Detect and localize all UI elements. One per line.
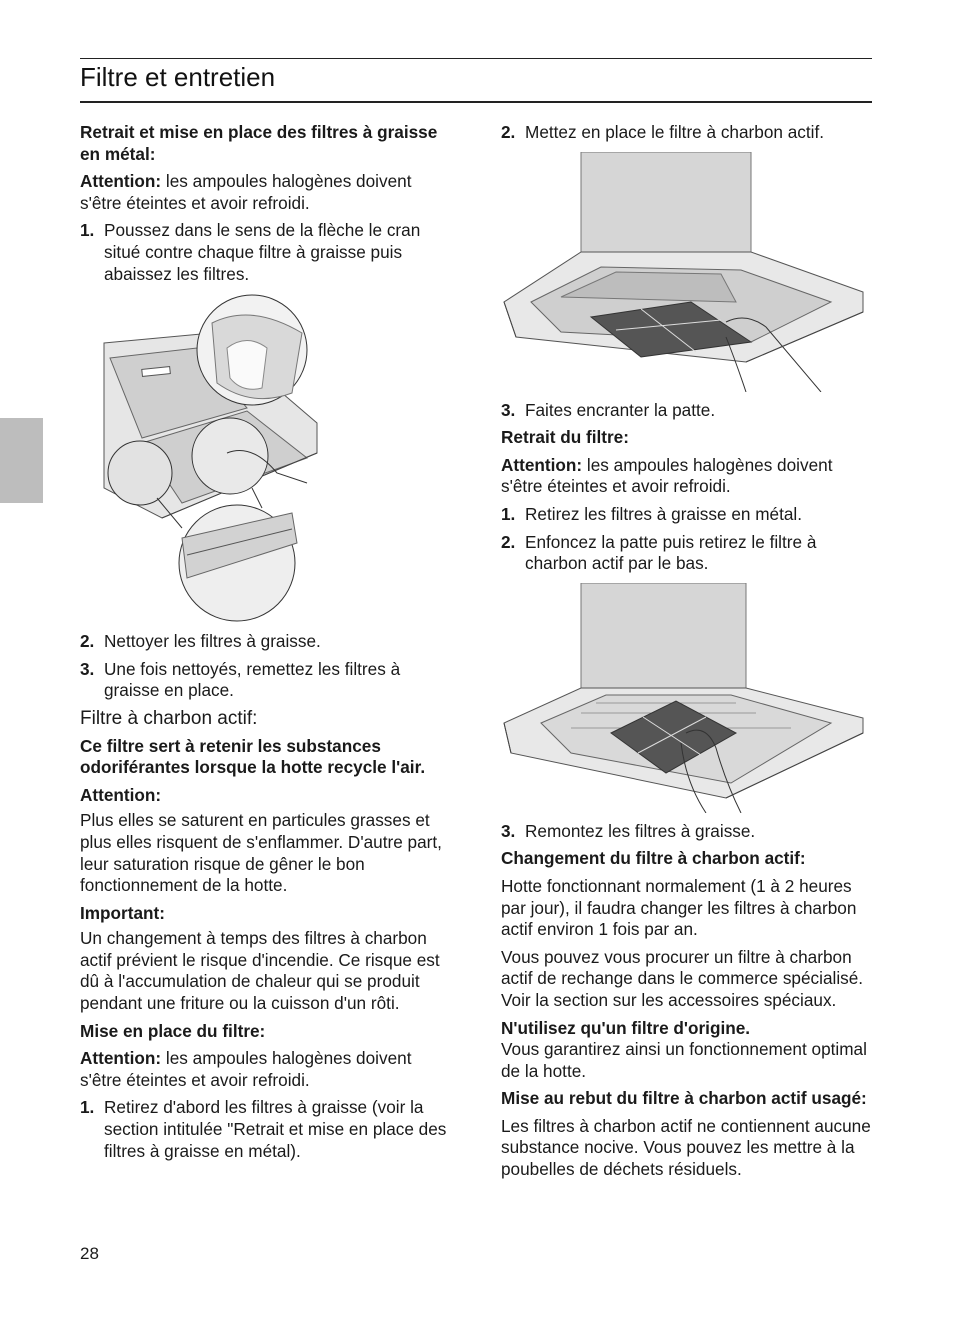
step-item: 3. Faites encranter la patte. [501, 399, 716, 420]
changement-paragraph: Vous pouvez vous procurer un filtre à charbon actif de rechange dans le commerce spécialisé. Voir la section sur les accessoires spéciaux. [501, 946, 864, 1010]
attention-note: Attention: les ampoules halogènes doivent s'être éteintes et avoir refroidi. [501, 454, 833, 497]
changement-paragraph: N'utilisez qu'un filtre d'origine. Vous garantirez ainsi un fonctionnement optimal de la hotte. [501, 1017, 867, 1081]
charcoal-filter-removal-illustration [501, 583, 866, 813]
section-heading-changement: Changement du filtre à charbon actif: [501, 848, 806, 869]
attention-label: Attention: [80, 784, 162, 805]
chapter-tab [0, 418, 43, 503]
charcoal-filter-insert-illustration [501, 152, 866, 392]
charbon-intro: Ce filtre sert à retenir les substances odoriférantes lorsque la hotte recycle l'air. [80, 735, 426, 778]
attention-note: Attention: les ampoules halogènes doivent s'être éteintes et avoir refroidi. [80, 1048, 412, 1090]
attention-note: Attention: les ampoules halogènes doivent s'être éteintes et avoir refroidi. [80, 171, 412, 213]
step-item: 1. Retirez d'abord les filtres à graisse (voir la section intitulée "Retrait et mise en place des filtres à graisse en métal). [80, 1097, 447, 1161]
header-bottom-rule [80, 101, 872, 103]
rebut-paragraph: Les filtres à charbon actif ne contiennent aucune substance nocive. Vous pouvez les mettre à la poubelles de déchets résiduels. [501, 1115, 871, 1180]
step-item: 3. Remontez les filtres à graisse. [501, 820, 756, 841]
attention-text: Plus elles se saturent en particules grasses et plus elles risquent de s'enflammer. D'autre part, leur saturation risque de gêner le bon fonctionnement de la hotte. [80, 810, 442, 896]
step-item: 1. Poussez dans le sens de la flèche le cran situé contre chaque filtre à graisse puis abaissez les filtres. [80, 220, 421, 284]
changement-paragraph: Hotte fonctionnant normalement (1 à 2 heures par jour), il faudra changer les filtres à charbon actif environ 1 fois par an. [501, 875, 857, 940]
page-title: Filtre et entretien [80, 62, 276, 92]
step-item: 2. Enfoncez la patte puis retirez le filtre à charbon actif par le bas. [501, 531, 817, 574]
step-item: 2. Mettez en place le filtre à charbon actif. [501, 122, 825, 142]
right-column [501, 122, 871, 1187]
grease-filter-illustration [102, 293, 332, 623]
important-label: Important: [80, 902, 165, 923]
step-item: 3. Une fois nettoyés, remettez les filtres à graisse en place. [80, 658, 401, 701]
left-column [80, 122, 455, 1168]
section-heading-rebut: Mise au rebut du filtre à charbon actif usagé: [501, 1088, 867, 1109]
section-heading-retrait-graisse: Retrait et mise en place des filtres à graisse en métal: [80, 122, 438, 164]
step-item: 2. Nettoyer les filtres à graisse. [80, 631, 321, 652]
section-heading-mise-en-place: Mise en place du filtre: [80, 1020, 266, 1041]
important-text: Un changement à temps des filtres à charbon actif prévient le risque d'incendie. Ce risque est dû à l'accumulation de chaleur qui se produit pendant une friture ou la cuisson d'un rôti. [80, 928, 440, 1014]
section-heading-retrait-filtre: Retrait du filtre: [501, 427, 629, 448]
step-item: 1. Retirez les filtres à graisse en métal. [501, 503, 803, 524]
section-heading-charbon: Filtre à charbon actif: [80, 707, 258, 729]
page-number: 28 [80, 1244, 99, 1263]
header-top-rule [80, 58, 872, 59]
